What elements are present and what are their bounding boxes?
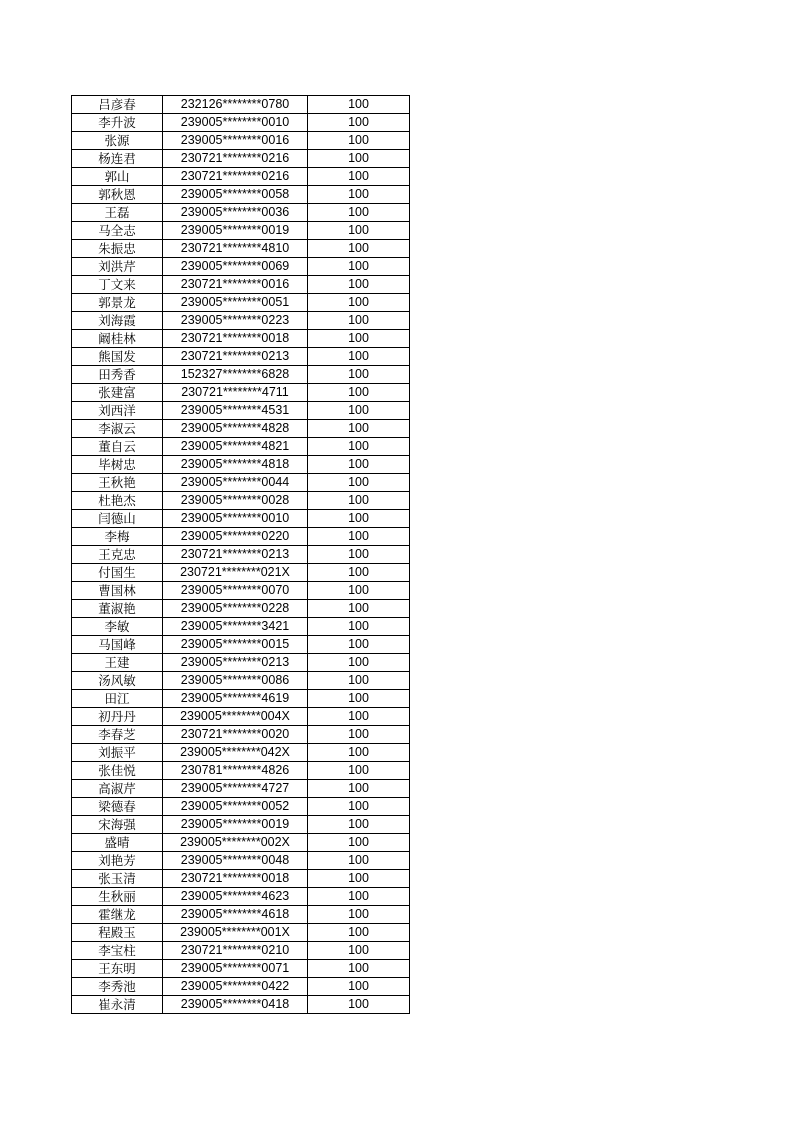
id-number-cell: 239005********0418	[163, 996, 308, 1014]
name-cell: 张源	[72, 132, 163, 150]
id-number-cell: 239005********4821	[163, 438, 308, 456]
name-cell: 张玉清	[72, 870, 163, 888]
id-number-cell: 239005********0058	[163, 186, 308, 204]
score-cell: 100	[308, 888, 410, 906]
id-number-cell: 239005********4619	[163, 690, 308, 708]
table-row	[72, 456, 410, 474]
roster-sheet	[71, 95, 410, 1014]
score-cell: 100	[308, 546, 410, 564]
score-cell: 100	[308, 690, 410, 708]
name-cell: 王秋艳	[72, 474, 163, 492]
name-cell: 李春芝	[72, 726, 163, 744]
id-number-cell: 239005********042X	[163, 744, 308, 762]
table-row	[72, 330, 410, 348]
score-cell: 100	[308, 942, 410, 960]
name-cell: 董自云	[72, 438, 163, 456]
table-row	[72, 186, 410, 204]
score-cell: 100	[308, 438, 410, 456]
table-row	[72, 204, 410, 222]
score-cell: 100	[308, 906, 410, 924]
id-number-cell: 230721********021X	[163, 564, 308, 582]
table-row	[72, 114, 410, 132]
table-row	[72, 798, 410, 816]
name-cell: 高淑芹	[72, 780, 163, 798]
name-cell: 初丹丹	[72, 708, 163, 726]
name-cell: 刘西洋	[72, 402, 163, 420]
table-row	[72, 312, 410, 330]
name-cell: 刘艳芳	[72, 852, 163, 870]
id-number-cell: 239005********4531	[163, 402, 308, 420]
roster-table	[71, 95, 410, 1014]
score-cell: 100	[308, 240, 410, 258]
table-row	[72, 744, 410, 762]
name-cell: 吕彦春	[72, 96, 163, 114]
name-cell: 郭山	[72, 168, 163, 186]
score-cell: 100	[308, 870, 410, 888]
name-cell: 张建富	[72, 384, 163, 402]
name-cell: 董淑艳	[72, 600, 163, 618]
table-row	[72, 996, 410, 1014]
name-cell: 霍继龙	[72, 906, 163, 924]
name-cell: 李升波	[72, 114, 163, 132]
name-cell: 崔永清	[72, 996, 163, 1014]
name-cell: 田秀香	[72, 366, 163, 384]
score-cell: 100	[308, 384, 410, 402]
table-row	[72, 168, 410, 186]
roster-table-body	[72, 96, 410, 1014]
score-cell: 100	[308, 762, 410, 780]
id-number-cell: 239005********4818	[163, 456, 308, 474]
score-cell: 100	[308, 834, 410, 852]
name-cell: 王磊	[72, 204, 163, 222]
score-cell: 100	[308, 186, 410, 204]
score-cell: 100	[308, 168, 410, 186]
table-row	[72, 474, 410, 492]
name-cell: 刘洪芹	[72, 258, 163, 276]
name-cell: 刘海霞	[72, 312, 163, 330]
table-row	[72, 276, 410, 294]
id-number-cell: 230721********0020	[163, 726, 308, 744]
table-row	[72, 96, 410, 114]
name-cell: 李宝柱	[72, 942, 163, 960]
score-cell: 100	[308, 852, 410, 870]
score-cell: 100	[308, 780, 410, 798]
table-row	[72, 708, 410, 726]
table-row	[72, 384, 410, 402]
name-cell: 付国生	[72, 564, 163, 582]
score-cell: 100	[308, 96, 410, 114]
table-row	[72, 906, 410, 924]
id-number-cell: 239005********001X	[163, 924, 308, 942]
name-cell: 李敏	[72, 618, 163, 636]
id-number-cell: 230721********0018	[163, 870, 308, 888]
id-number-cell: 239005********0048	[163, 852, 308, 870]
id-number-cell: 239005********0052	[163, 798, 308, 816]
id-number-cell: 230721********4810	[163, 240, 308, 258]
name-cell: 朱振忠	[72, 240, 163, 258]
id-number-cell: 239005********0044	[163, 474, 308, 492]
name-cell: 田江	[72, 690, 163, 708]
table-row	[72, 726, 410, 744]
id-number-cell: 239005********0015	[163, 636, 308, 654]
id-number-cell: 239005********4727	[163, 780, 308, 798]
table-row	[72, 870, 410, 888]
id-number-cell: 239005********004X	[163, 708, 308, 726]
table-row	[72, 636, 410, 654]
name-cell: 熊国发	[72, 348, 163, 366]
table-row	[72, 240, 410, 258]
table-row	[72, 672, 410, 690]
id-number-cell: 239005********0028	[163, 492, 308, 510]
name-cell: 曹国林	[72, 582, 163, 600]
id-number-cell: 239005********0019	[163, 222, 308, 240]
score-cell: 100	[308, 708, 410, 726]
score-cell: 100	[308, 672, 410, 690]
table-row	[72, 132, 410, 150]
table-row	[72, 528, 410, 546]
score-cell: 100	[308, 402, 410, 420]
id-number-cell: 239005********0071	[163, 960, 308, 978]
table-row	[72, 852, 410, 870]
score-cell: 100	[308, 366, 410, 384]
score-cell: 100	[308, 636, 410, 654]
id-number-cell: 239005********4828	[163, 420, 308, 438]
score-cell: 100	[308, 924, 410, 942]
score-cell: 100	[308, 816, 410, 834]
table-row	[72, 258, 410, 276]
id-number-cell: 239005********002X	[163, 834, 308, 852]
score-cell: 100	[308, 960, 410, 978]
score-cell: 100	[308, 798, 410, 816]
id-number-cell: 230721********0216	[163, 150, 308, 168]
name-cell: 梁德春	[72, 798, 163, 816]
id-number-cell: 152327********6828	[163, 366, 308, 384]
score-cell: 100	[308, 564, 410, 582]
table-row	[72, 348, 410, 366]
id-number-cell: 230721********0213	[163, 348, 308, 366]
table-row	[72, 564, 410, 582]
table-row	[72, 888, 410, 906]
score-cell: 100	[308, 222, 410, 240]
score-cell: 100	[308, 510, 410, 528]
score-cell: 100	[308, 420, 410, 438]
name-cell: 汤风敏	[72, 672, 163, 690]
id-number-cell: 239005********0422	[163, 978, 308, 996]
name-cell: 王东明	[72, 960, 163, 978]
score-cell: 100	[308, 600, 410, 618]
name-cell: 闫德山	[72, 510, 163, 528]
score-cell: 100	[308, 312, 410, 330]
name-cell: 毕树忠	[72, 456, 163, 474]
table-row	[72, 654, 410, 672]
table-row	[72, 942, 410, 960]
id-number-cell: 239005********0228	[163, 600, 308, 618]
score-cell: 100	[308, 330, 410, 348]
score-cell: 100	[308, 276, 410, 294]
score-cell: 100	[308, 492, 410, 510]
name-cell: 程殿玉	[72, 924, 163, 942]
table-row	[72, 978, 410, 996]
id-number-cell: 230721********0216	[163, 168, 308, 186]
table-row	[72, 510, 410, 528]
score-cell: 100	[308, 618, 410, 636]
score-cell: 100	[308, 132, 410, 150]
score-cell: 100	[308, 150, 410, 168]
score-cell: 100	[308, 528, 410, 546]
id-number-cell: 239005********0036	[163, 204, 308, 222]
name-cell: 李淑云	[72, 420, 163, 438]
name-cell: 马国峰	[72, 636, 163, 654]
name-cell: 郭景龙	[72, 294, 163, 312]
score-cell: 100	[308, 294, 410, 312]
id-number-cell: 239005********0010	[163, 510, 308, 528]
name-cell: 王建	[72, 654, 163, 672]
table-row	[72, 546, 410, 564]
id-number-cell: 230721********0210	[163, 942, 308, 960]
id-number-cell: 239005********0220	[163, 528, 308, 546]
id-number-cell: 230721********4711	[163, 384, 308, 402]
name-cell: 杨连君	[72, 150, 163, 168]
id-number-cell: 230781********4826	[163, 762, 308, 780]
table-row	[72, 600, 410, 618]
name-cell: 马全志	[72, 222, 163, 240]
id-number-cell: 239005********0213	[163, 654, 308, 672]
name-cell: 杜艳杰	[72, 492, 163, 510]
id-number-cell: 239005********0069	[163, 258, 308, 276]
id-number-cell: 239005********4618	[163, 906, 308, 924]
score-cell: 100	[308, 348, 410, 366]
score-cell: 100	[308, 114, 410, 132]
table-row	[72, 492, 410, 510]
table-row	[72, 150, 410, 168]
score-cell: 100	[308, 978, 410, 996]
name-cell: 李秀池	[72, 978, 163, 996]
name-cell: 郭秋恩	[72, 186, 163, 204]
score-cell: 100	[308, 996, 410, 1014]
id-number-cell: 239005********0086	[163, 672, 308, 690]
score-cell: 100	[308, 204, 410, 222]
table-row	[72, 960, 410, 978]
name-cell: 阚桂林	[72, 330, 163, 348]
name-cell: 刘振平	[72, 744, 163, 762]
id-number-cell: 239005********4623	[163, 888, 308, 906]
name-cell: 王克忠	[72, 546, 163, 564]
name-cell: 盛晴	[72, 834, 163, 852]
id-number-cell: 239005********0019	[163, 816, 308, 834]
table-row	[72, 438, 410, 456]
name-cell: 丁文来	[72, 276, 163, 294]
table-row	[72, 762, 410, 780]
id-number-cell: 239005********0010	[163, 114, 308, 132]
table-row	[72, 366, 410, 384]
id-number-cell: 239005********0051	[163, 294, 308, 312]
score-cell: 100	[308, 258, 410, 276]
score-cell: 100	[308, 654, 410, 672]
table-row	[72, 420, 410, 438]
id-number-cell: 230721********0016	[163, 276, 308, 294]
table-row	[72, 294, 410, 312]
name-cell: 生秋丽	[72, 888, 163, 906]
id-number-cell: 239005********0223	[163, 312, 308, 330]
score-cell: 100	[308, 726, 410, 744]
table-row	[72, 834, 410, 852]
id-number-cell: 239005********0070	[163, 582, 308, 600]
table-row	[72, 780, 410, 798]
table-row	[72, 618, 410, 636]
score-cell: 100	[308, 744, 410, 762]
score-cell: 100	[308, 582, 410, 600]
name-cell: 张佳悦	[72, 762, 163, 780]
id-number-cell: 230721********0213	[163, 546, 308, 564]
table-row	[72, 924, 410, 942]
name-cell: 李梅	[72, 528, 163, 546]
table-row	[72, 582, 410, 600]
table-row	[72, 402, 410, 420]
id-number-cell: 239005********3421	[163, 618, 308, 636]
table-row	[72, 690, 410, 708]
id-number-cell: 230721********0018	[163, 330, 308, 348]
score-cell: 100	[308, 456, 410, 474]
score-cell: 100	[308, 474, 410, 492]
table-row	[72, 222, 410, 240]
name-cell: 宋海强	[72, 816, 163, 834]
table-row	[72, 816, 410, 834]
id-number-cell: 239005********0016	[163, 132, 308, 150]
id-number-cell: 232126********0780	[163, 96, 308, 114]
